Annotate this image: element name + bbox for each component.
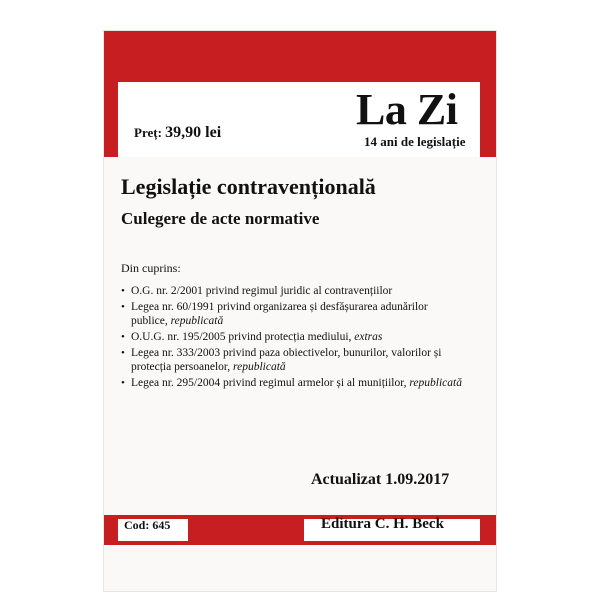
bullet-icon: • [121,301,125,313]
list-item-text: Legea nr. 60/1991 privind organizarea și desfășurarea adunărilor publice, republicată [131,301,428,327]
list-item-text: O.U.G. nr. 195/2005 privind protecția mediului, extras [131,331,383,343]
book-title: Legislație contravențională [121,174,376,199]
list-item [121,300,466,328]
update-date: Actualizat 1.09.2017 [311,471,450,488]
list-item-text: Legea nr. 333/2003 privind paza obiectivelor, bunurilor, valorilor și protecția persoanelor, republicată [131,347,442,373]
top-white-panel [118,82,480,157]
list-item-note: republicată [170,315,224,327]
book-subtitle: Culegere de acte normative [121,209,320,228]
list-item-note: extras [354,331,383,343]
contents-heading: Din cuprins: [121,261,181,275]
list-item [121,330,466,344]
book-cover [103,30,497,592]
bullet-icon: • [121,347,125,359]
list-item-text: O.G. nr. 2/2001 privind regimul juridic al contravențiilor [131,285,393,297]
contents-section [121,261,466,392]
price [134,124,221,142]
bullet-icon: • [121,377,125,389]
list-item [121,376,466,390]
bullet-icon: • [121,331,125,343]
contents-list [121,284,466,390]
list-item-text: Legea nr. 295/2004 privind regimul armelor și al munițiilor, republicată [131,377,462,389]
bottom-red-band [104,515,496,545]
list-item-note: republicată [409,377,462,389]
list-item [121,346,466,374]
product-code: Cod: 645 [124,518,171,532]
list-item-note: republicată [233,361,286,373]
bullet-icon: • [121,285,125,297]
price-value: 39,90 lei [165,124,222,141]
list-item [121,284,466,298]
publisher-name: Editura C. H. Beck [321,516,444,532]
price-label: Preț: [134,125,162,140]
series-tagline: 14 ani de legislație [364,134,466,149]
series-brand: La Zi [356,85,458,134]
top-red-band [104,31,496,157]
